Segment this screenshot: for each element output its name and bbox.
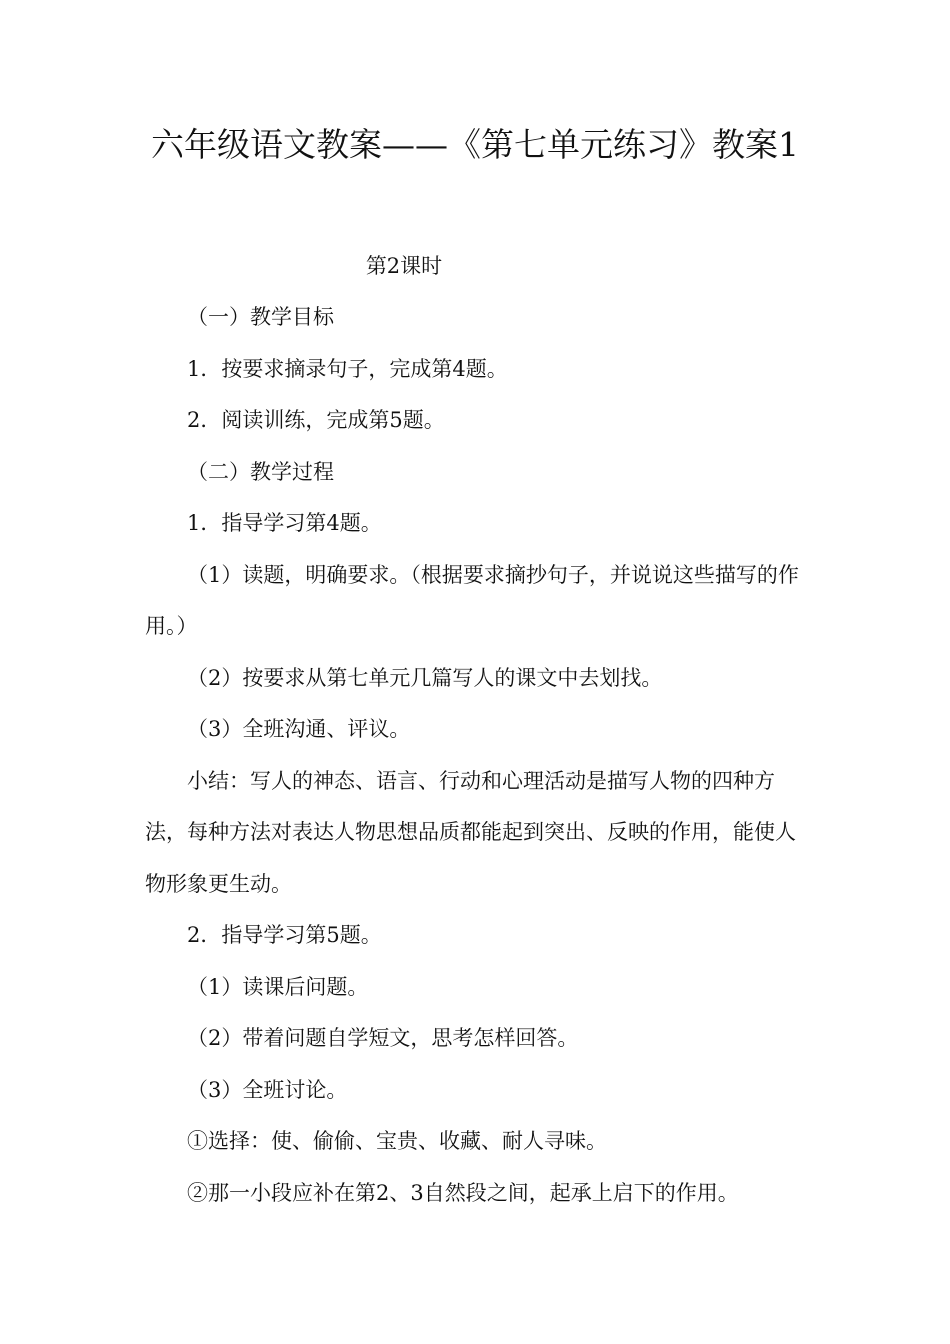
paragraph-step-2-2: （2）带着问题自学短文，思考怎样回答。 [187,1026,579,1050]
paragraph-step-1-2: （2）按要求从第七单元几篇写人的课文中去划找。 [187,665,663,690]
document-title: 六年级语文教案——《第七单元练习》教案1 [151,125,799,164]
paragraph-objectives-heading: （一）教学目标 [187,305,334,329]
paragraph-step-1-1: （1）读题，明确要求。（根据要求摘抄句子，并说说这些描写的作用。） [145,562,799,638]
paragraph-step-2: 2．指导学习第5题。 [187,923,382,947]
paragraph-step-1: 1．指导学习第4题。 [187,511,382,535]
document-body [145,292,810,1219]
paragraph-summary: 小结：写人的神态、语言、行动和心理活动是描写人物的四种方法，每种方法对表达人物思想品质都能起到突出、反映的作用，能使人物形象更生动。 [145,768,796,896]
paragraph-process-heading: （二）教学过程 [187,459,334,484]
paragraph-answer-2: ②那一小段应补在第2、3自然段之间，起承上启下的作用。 [187,1180,739,1205]
paragraph-step-1-3: （3）全班沟通、评议。 [187,717,411,741]
paragraph-step-2-3: （3）全班讨论。 [187,1077,348,1102]
lesson-label: 第2课时 [365,254,443,278]
paragraph-objective-2: 2．阅读训练，完成第5题。 [187,408,445,432]
paragraph-answer-1: ①选择：使、偷偷、宝贵、收藏、耐人寻味。 [187,1129,607,1153]
paragraph-step-2-1: （1）读课后问题。 [187,974,369,999]
paragraph-objective-1: 1．按要求摘录句子，完成第4题。 [187,356,508,381]
